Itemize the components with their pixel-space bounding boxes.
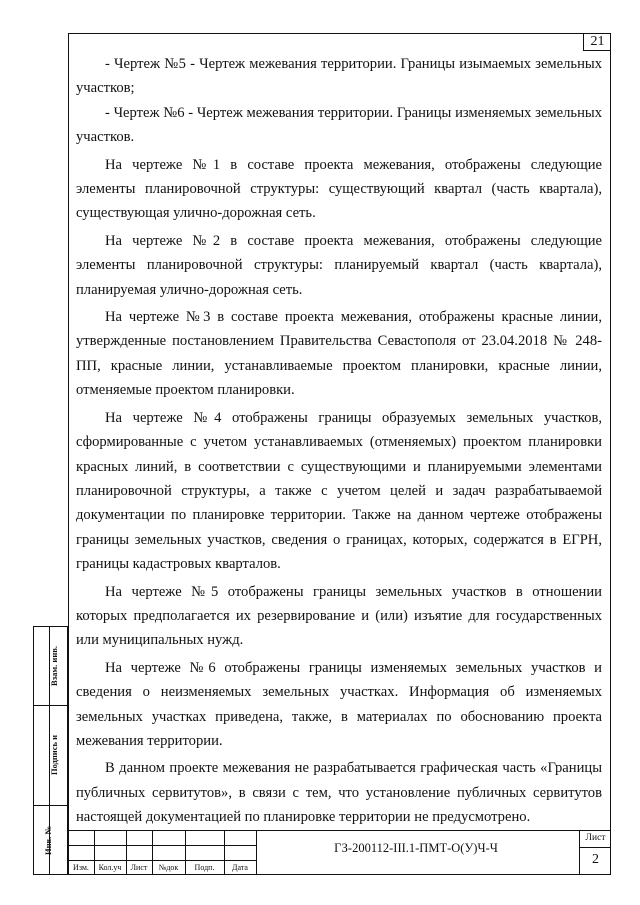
header-izm: Изм. bbox=[73, 863, 89, 872]
document-body bbox=[76, 52, 602, 830]
document-code: ГЗ-200112-III.1-ПМТ-О(У)Ч-Ч bbox=[334, 841, 498, 855]
side-label-inv: Инв. № bbox=[42, 826, 53, 855]
paragraph-servitudes: В данном проекте межевания не разрабатывается графическая часть «Границы публичных сервитутов», в связи с тем, что установление публичных сервитутов настоящей документацией по планировке территории не предусмотрено. bbox=[76, 760, 602, 826]
paragraph-drawing-2-desc: На чертеже №2 в составе проекта межевания, отображены следующие элементы планировочной структуры: планируемый квартал (часть квартала), планируемая улично-дорожная сеть. bbox=[76, 232, 602, 298]
paragraph-drawing-1-desc: На чертеже №1 в составе проекта межевания, отображены следующие элементы планировочной структуры: существующий квартал (часть квартала), существующая улично-дорожная сеть. bbox=[76, 156, 602, 222]
paragraph-drawing-3-desc: На чертеже №3 в составе проекта межевания, отображены красные линии, утвержденные постановлением Правительства Севастополя от 23.04.2018 № 248-ПП, красные линии, устанавливаемые проектом планировки, красные линии, отменяемые проектом планировки. bbox=[76, 309, 602, 399]
header-list: Лист bbox=[130, 863, 148, 872]
paragraph-drawing-6-desc: На чертеже №6 отображены границы изменяемых земельных участков и сведения о неизменяемых земельных участках. Информация об изменяемых земельных участках приведена, также, в материалах по обоснованию проекта межевания территории. bbox=[76, 659, 602, 749]
page-number: 21 bbox=[583, 33, 611, 51]
paragraph-drawing-5-desc: На чертеже №5 отображены границы земельных участков в отношении которых предполагается их резервирование и (или) изъятие для государственных или муниципальных нужд. bbox=[76, 583, 602, 649]
header-podp: Подп. bbox=[194, 863, 215, 872]
paragraph-drawing-5: - Чертеж №5 - Чертеж межевания территории. Границы изымаемых земельных участков; bbox=[76, 56, 602, 97]
header-kol-uch: Кол.уч bbox=[98, 863, 122, 872]
side-label-podpis: Подпись и bbox=[49, 734, 60, 776]
title-block bbox=[68, 830, 611, 875]
paragraph-drawing-4-desc: На чертеже №4 отображены границы образуемых земельных участков, сформированные с учетом устанавливаемых (отменяемых) проектом планировки красных линий, в соответствии с существующими и планируемыми элементами планировочной структуры, а также с учетом целей и задач разрабатываемой документации по планировке территории. Также на данном чертеже отображены границы земельных участков, сведения о границах, которых, содержатся в ЕГРН, границы кадастровых кварталов. bbox=[76, 409, 602, 573]
sheet-label: Лист bbox=[585, 833, 606, 843]
sheet-number: 2 bbox=[592, 852, 599, 867]
header-ndok: №док bbox=[158, 863, 179, 872]
paragraph-drawing-6: - Чертеж №6 - Чертеж межевания территории. Границы изменяемых земельных участков. bbox=[76, 104, 602, 146]
side-label-vzam: Взам. инв. bbox=[48, 646, 59, 686]
side-stamp bbox=[33, 626, 68, 875]
header-data: Дата bbox=[232, 863, 248, 872]
